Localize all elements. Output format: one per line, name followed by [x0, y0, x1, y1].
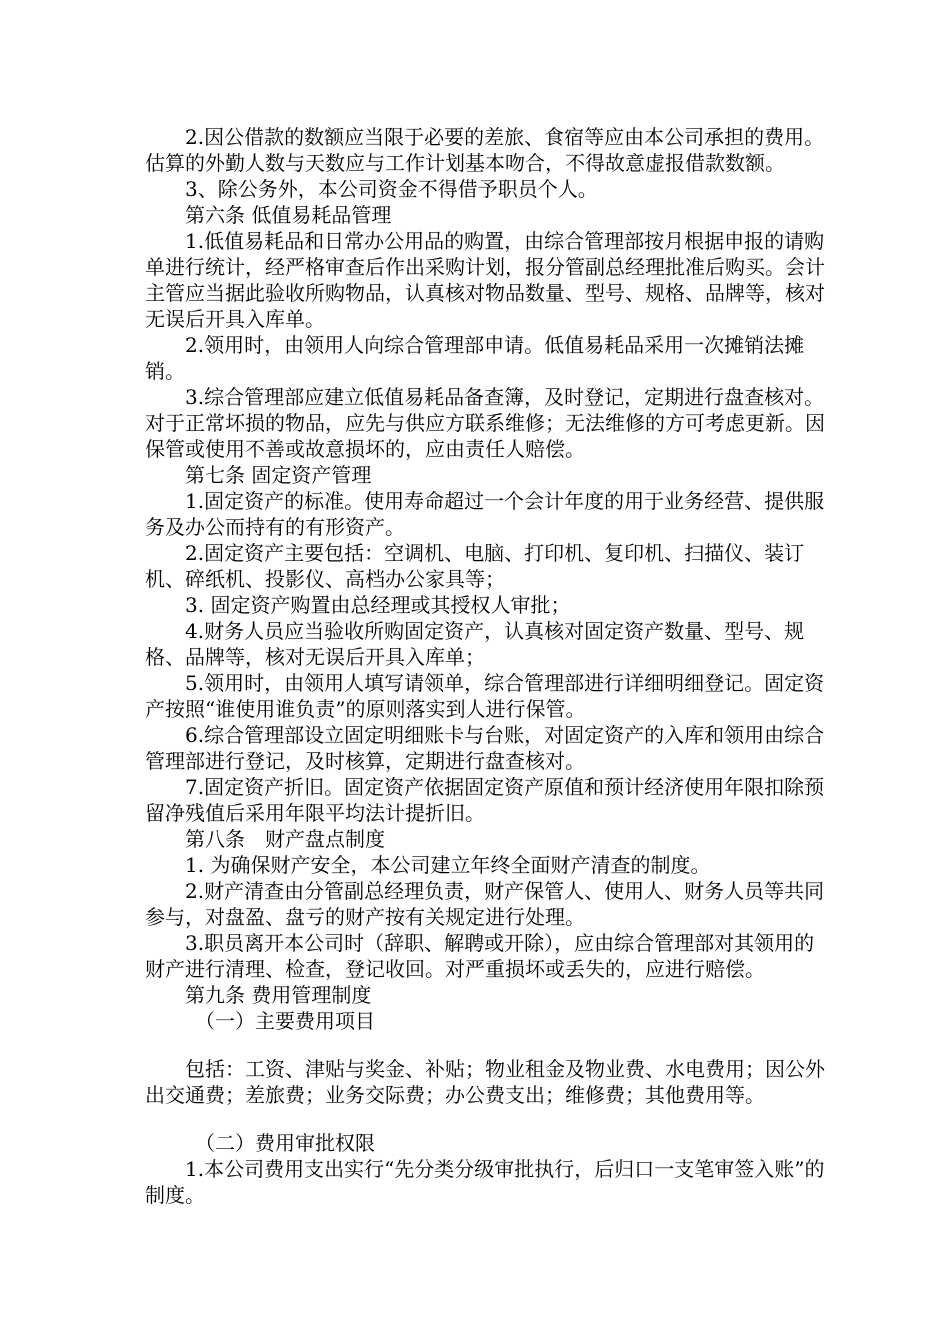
section-heading: 第八条 财产盘点制度: [185, 827, 385, 851]
section-heading: 第九条 费用管理制度: [185, 983, 372, 1007]
subsection-heading: （一）主要费用项目: [195, 1009, 375, 1033]
paragraph: 1.低值易耗品和日常办公用品的购置，由综合管理部按月根据申报的请购单进行统计，经严格审查后作出采购计划，报分管副总经理批准后购买。会计主管应当据此验收所购物品，认真核对物品数量、型号、规格、品牌等，核对无误后开具入库单。: [145, 229, 825, 331]
paragraph: 6.综合管理部设立固定明细账卡与台账，对固定资产的入库和领用由综合管理部进行登记，及时核算，定期进行盘查核对。: [145, 723, 825, 773]
document-page: [145, 124, 825, 1208]
paragraph: 2.领用时，由领用人向综合管理部申请。低值易耗品采用一次摊销法摊销。: [145, 333, 805, 383]
paragraph: 3.综合管理部应建立低值易耗品备查簿，及时登记，定期进行盘查核对。对于正常坏损的物品，应先与供应方联系维修；无法维修的方可考虑更新。因保管或使用不善或故意损坏的，应由责任人赔偿。: [145, 385, 825, 461]
paragraph: 1.本公司费用支出实行“先分类分级审批执行，后归口一支笔审签入账”的制度。: [145, 1157, 825, 1207]
paragraph: 3. 固定资产购置由总经理或其授权人审批；: [185, 593, 571, 617]
paragraph: 7.固定资产折旧。固定资产依据固定资产原值和预计经济使用年限扣除预留净残值后采用年限平均法计提折旧。: [145, 775, 825, 825]
paragraph: 3.职员离开本公司时（辞职、解聘或开除），应由综合管理部对其领用的财产进行清理、检查，登记收回。对严重损坏或丢失的，应进行赔偿。: [145, 931, 815, 981]
paragraph: 1.固定资产的标准。使用寿命超过一个会计年度的用于业务经营、提供服务及办公而持有的有形资产。: [145, 489, 825, 539]
subsection-heading: （二）费用审批权限: [195, 1131, 375, 1155]
paragraph: 3、除公务外，本公司资金不得借予职员个人。: [185, 177, 598, 201]
paragraph: 2.固定资产主要包括：空调机、电脑、打印机、复印机、扫描仪、装订机、碎纸机、投影仪、高档办公家具等；: [145, 541, 805, 591]
paragraph: 2.财产清查由分管副总经理负责，财产保管人、使用人、财务人员等共同参与，对盘盈、盘亏的财产按有关规定进行处理。: [145, 879, 825, 929]
section-heading: 第七条 固定资产管理: [185, 463, 372, 487]
paragraph: 2.因公借款的数额应当限于必要的差旅、食宿等应由本公司承担的费用。估算的外勤人数与天数应与工作计划基本吻合，不得故意虚报借款数额。: [145, 125, 825, 175]
paragraph: 1. 为确保财产安全，本公司建立年终全面财产清查的制度。: [185, 853, 711, 877]
paragraph: 4.财务人员应当验收所购固定资产，认真核对固定资产数量、型号、规格、品牌等，核对无误后开具入库单；: [145, 619, 805, 669]
section-heading: 第六条 低值易耗品管理: [185, 203, 392, 227]
paragraph: 包括：工资、津贴与奖金、补贴；物业租金及物业费、水电费用；因公外出交通费；差旅费；业务交际费；办公费支出；维修费；其他费用等。: [145, 1057, 825, 1107]
paragraph: 5.领用时，由领用人填写请领单，综合管理部进行详细明细登记。固定资产按照“谁使用谁负责”的原则落实到人进行保管。: [145, 671, 825, 721]
